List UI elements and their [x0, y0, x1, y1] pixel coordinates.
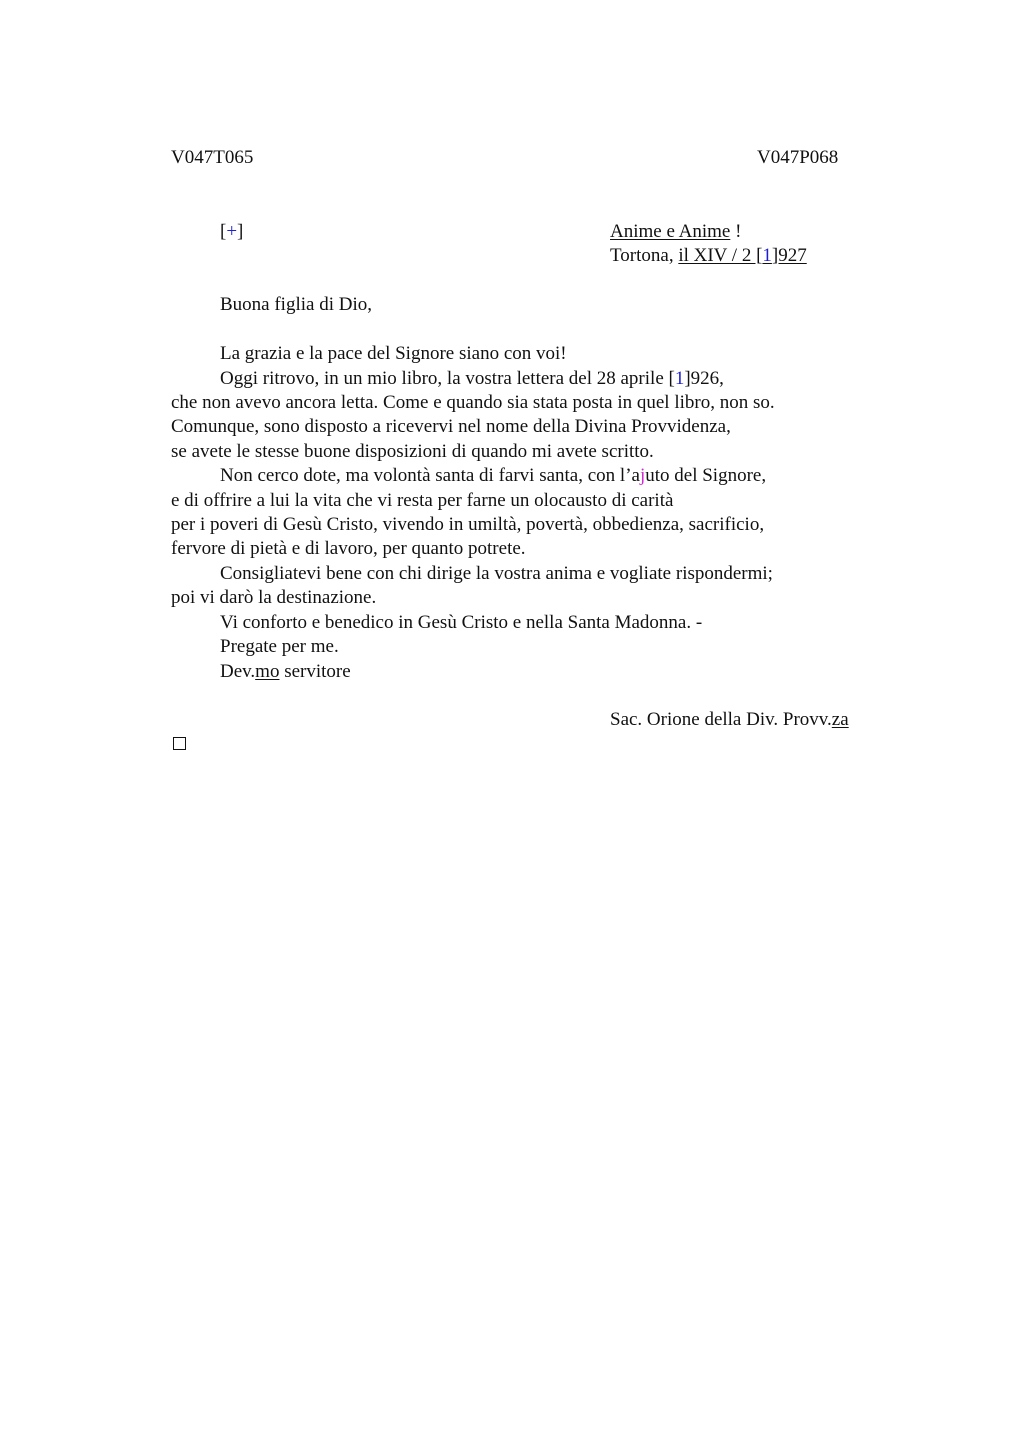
- body-line: Comunque, sono disposto a ricevervi nel nome della Divina Provvidenza,: [171, 416, 731, 437]
- date: il XIV / 2 [1]927: [678, 245, 807, 266]
- closing: Dev.mo servitore: [220, 661, 351, 682]
- cross-marker: [+]: [220, 221, 244, 242]
- body-line: La grazia e la pace del Signore siano con voi!: [220, 343, 567, 364]
- place-date: Tortona, il XIV / 2 [1]927: [610, 245, 807, 266]
- right-code: V047P068: [757, 147, 839, 168]
- body-line: Pregate per me.: [220, 636, 339, 657]
- body-line: e di offrire a lui la vita che vi resta per farne un olocausto di carità: [171, 490, 674, 511]
- left-code: V047T065: [171, 147, 254, 168]
- body-line: Vi conforto e benedico in Gesù Cristo e nella Santa Madonna. -: [220, 612, 703, 633]
- signature: Sac. Orione della Div. Provv.za: [610, 709, 849, 730]
- salutation: Buona figlia di Dio,: [220, 294, 372, 315]
- body-line: fervore di pietà e di lavoro, per quanto potrete.: [171, 538, 526, 559]
- body-line: Oggi ritrovo, in un mio libro, la vostra lettera del 28 aprile [1]926,: [220, 368, 724, 389]
- checkbox-icon: [173, 737, 186, 750]
- body-line: per i poveri di Gesù Cristo, vivendo in umiltà, povertà, obbedienza, sacrificio,: [171, 514, 765, 535]
- body-line: se avete le stesse buone disposizioni di quando mi avete scritto.: [171, 441, 654, 462]
- body-line: che non avevo ancora letta. Come e quando sia stata posta in quel libro, non so.: [171, 392, 775, 413]
- body-line: Non cerco dote, ma volontà santa di farvi santa, con l’ajuto del Signore,: [220, 465, 767, 486]
- body-line: Consigliatevi bene con chi dirige la vostra anima e vogliate rispondermi;: [220, 563, 773, 584]
- cross-symbol: +: [226, 221, 238, 242]
- body-line: poi vi darò la destinazione.: [171, 587, 377, 608]
- motto: Anime e Anime !: [610, 221, 742, 242]
